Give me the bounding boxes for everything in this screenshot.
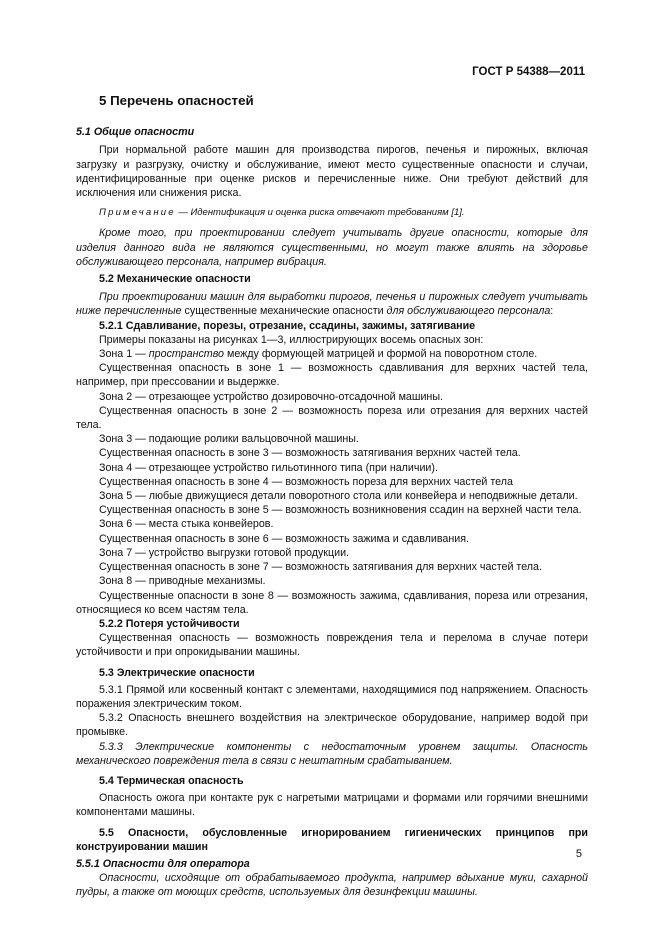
section-5-5-title: 5.5 Опасности, обусловленные игнорированием гигиенических принципов при конструировании машин — [76, 826, 588, 853]
section-5-3-3: 5.3.3 Электрические компоненты с недостаточным уровнем защиты. Опасность механического повреждения тела в связи с нештатным срабатыванием. — [76, 740, 588, 767]
s52-text-c: для обслуживающего персонала — [386, 305, 551, 318]
zone-8: Зона 8 — приводные механизмы. — [99, 575, 266, 588]
section-5-1-title: 5.1 Общие опасности — [76, 126, 195, 139]
section-5-2-paragraph — [76, 290, 588, 318]
zone-6: Зона 6 — места стыка конвейеров. — [99, 518, 274, 531]
section-5-3-title: 5.3 Электрические опасности — [99, 666, 255, 679]
section-5-2-title: 5.2 Механические опасности — [99, 273, 251, 286]
section-5-1-paragraph: При нормальной работе машин для производства пирогов, печенья и пирожных, включая загрузку и разгрузку, очистку и обслуживание, имеют место существенные опасности и случаи, идентифицированные при оценке рисков и перечисленные ниже. Они требуют действий для исключения или снижения риска. — [76, 144, 588, 200]
document-header-id: ГОСТ Р 54388—2011 — [472, 66, 585, 78]
note-text: — Идентификация и оценка риска отвечают требованиям [1]. — [175, 207, 465, 219]
zone-1-italic: пространство — [148, 348, 224, 361]
section-5-5-1-paragraph: Опасности, исходящие от обрабатываемого продукта, например вдыхание муки, сахарной пудры, а также от моющих средств, используемых для дезинфекции машины. — [76, 872, 588, 899]
zone-7-risk: Существенная опасность в зоне 7 — возможность затягивания для верхних частей тела. — [99, 561, 542, 574]
zone-1 — [76, 347, 588, 361]
section-5-title: 5 Перечень опасностей — [99, 93, 254, 108]
section-5-4-paragraph: Опасность ожога при контакте рук с нагретыми матрицами и формами или горячими внешними компонентами машины. — [76, 792, 588, 819]
zone-1-rest: между формующей матрицей и формой на поворотном столе. — [224, 348, 538, 361]
zone-5-risk: Существенная опасность в зоне 5 — возможность возникновения ссадин на верхней части тела. — [99, 504, 582, 517]
zone-1-risk: Существенная опасность в зоне 1 — возможность сдавливания для верхних частей тела, например, при прессовании и выдержке. — [76, 362, 588, 389]
zone-2: Зона 2 — отрезающее устройство дозировочно-отсадочной машины. — [99, 390, 443, 403]
note-label: Примечание — [99, 207, 176, 219]
page-content — [76, 94, 588, 900]
zone-4: Зона 4 — отрезающее устройство гильотинного типа (при наличии). — [99, 461, 438, 474]
zone-6-risk: Существенная опасность в зоне 6 — возможность зажима и сдавливания. — [99, 532, 470, 545]
zone-5: Зона 5 — любые движущиеся детали поворотного стола или конвейера и неподвижные детали. — [99, 490, 578, 503]
zone-3-risk: Существенная опасность в зоне 3 — возможность затягивания верхних частей тела. — [99, 447, 521, 460]
section-5-3-2: 5.3.2 Опасность внешнего воздействия на электрическое оборудование, например водой при промывке. — [76, 712, 588, 739]
section-5-5-1-title: 5.5.1 Опасности для оператора — [76, 857, 250, 870]
zone-7: Зона 7 — устройство выгрузки готовой продукции. — [99, 546, 350, 559]
s52-text-a: При проектировании машин для выработки пирогов, печенья и пирожных следует учитывать ниже перечисленные — [76, 291, 588, 318]
section-5-3-1: 5.3.1 Прямой или косвенный контакт с элементами, находящимися под напряжением. Опасность поражения электрическим током. — [76, 683, 588, 710]
zone-4-risk: Существенная опасность в зоне 4 — возможность пореза для верхних частей тела — [99, 475, 513, 488]
page-number: 5 — [575, 848, 582, 860]
section-5-2-1-intro: Примеры показаны на рисунках 1—3, иллюстрирующих восемь опасных зон: — [99, 333, 484, 346]
s52-text-d: : — [550, 305, 554, 318]
s52-text-b: существенные механические опасности — [181, 305, 387, 318]
note — [76, 206, 588, 220]
section-5-4-title: 5.4 Термическая опасность — [99, 774, 244, 787]
section-5-2-2-paragraph: Существенная опасность — возможность повреждения тела и перелома в случае потери устойчивости и при опрокидывании машины. — [76, 632, 588, 659]
zone-2-risk: Существенная опасность в зоне 2 — возможность пореза или отрезания для верхних частей тела. — [76, 404, 588, 432]
zone-3: Зона 3 — подающие ролики вальцовочной машины. — [99, 433, 359, 446]
section-5-2-2-title: 5.2.2 Потеря устойчивости — [99, 617, 240, 630]
zone-8-risk: Существенные опасности в зоне 8 — возможность зажима, сдавливания, пореза или отрезания, относящиеся ко всем частям тела. — [76, 589, 588, 616]
zone-1-label: Зона 1 — — [99, 348, 149, 361]
section-5-2-1-title: 5.2.1 Сдавливание, порезы, отрезание, ссадины, зажимы, затягивание — [99, 319, 476, 332]
section-5-1-paragraph-2: Кроме того, при проектировании следует учитывать другие опасности, которые для изделия данного вида не являются существенными, но могут также влиять на здоровье обслуживающего персонала, например вибрация. — [76, 227, 588, 268]
